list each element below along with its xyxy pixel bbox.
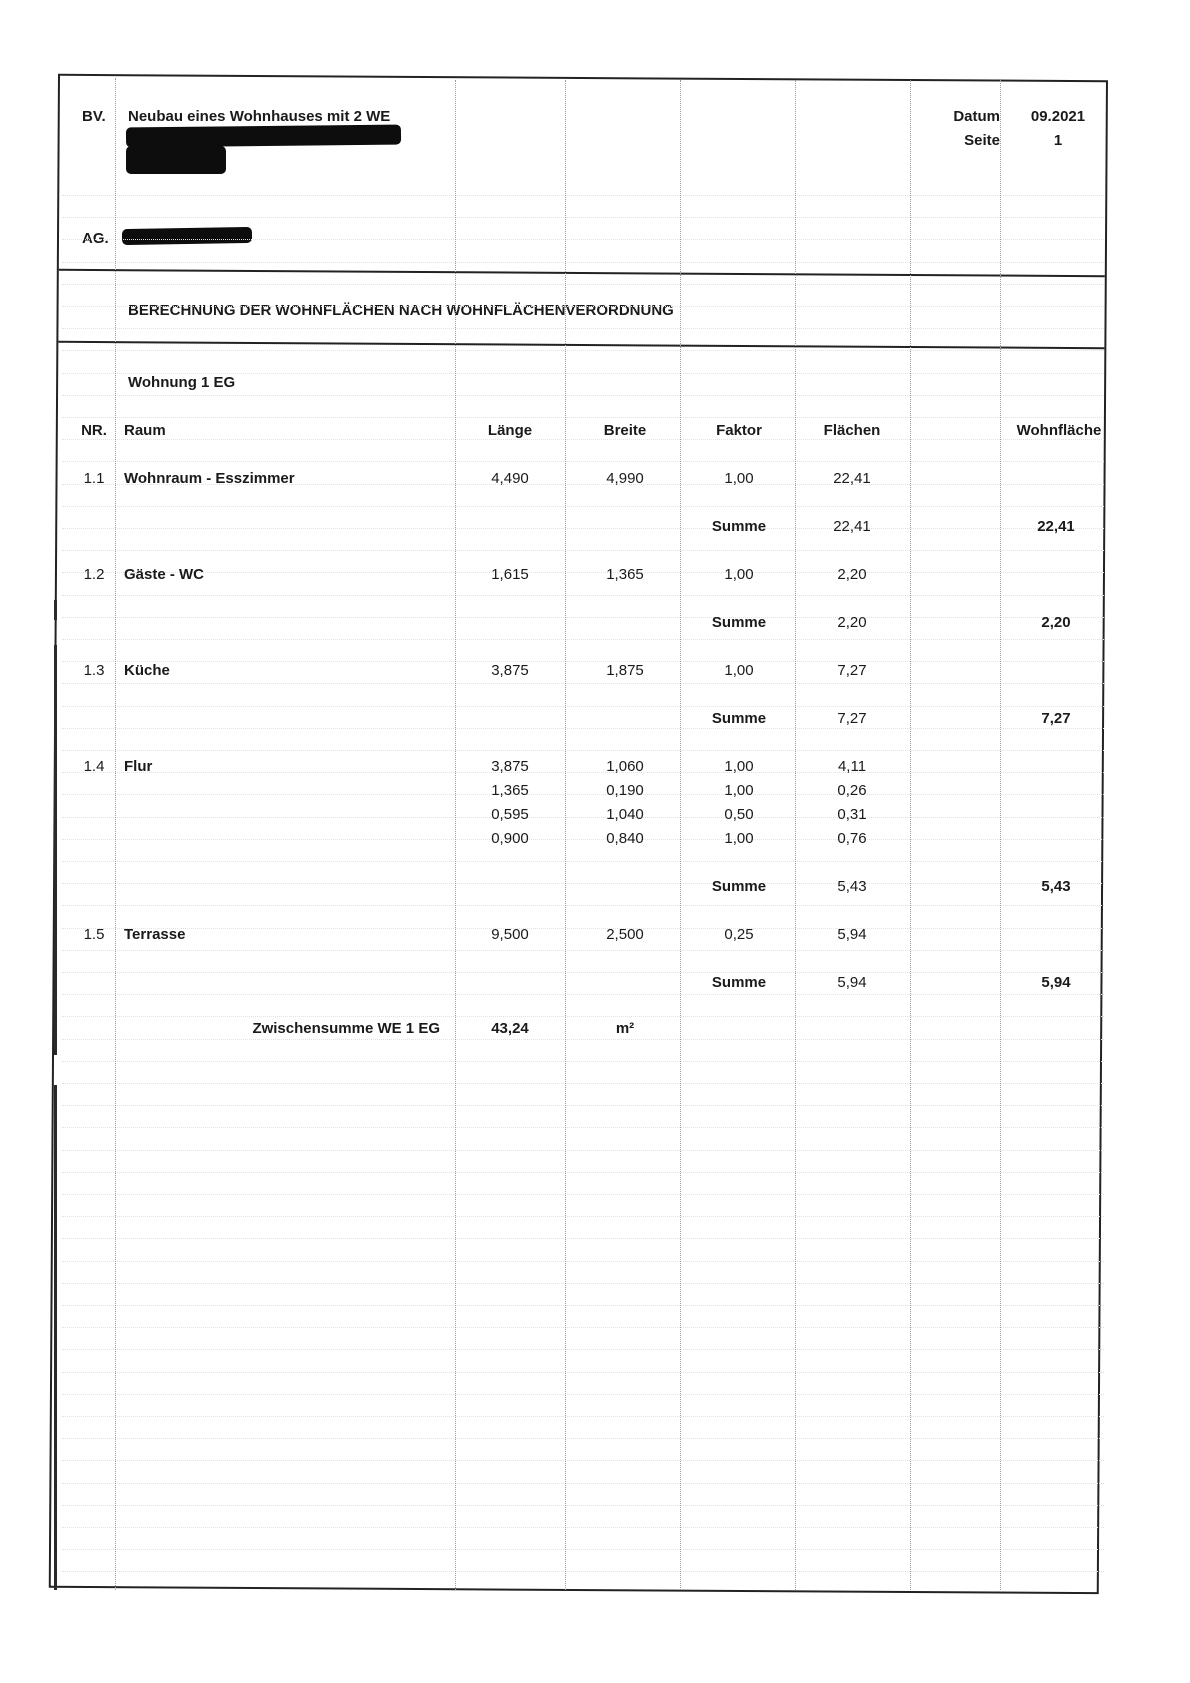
column-header-faktor: Faktor: [716, 422, 762, 439]
row-guide: [62, 1194, 1104, 1195]
column-guide: [680, 80, 681, 1590]
row-guide: [62, 506, 1104, 507]
page-title: BERECHNUNG DER WOHNFLÄCHEN NACH WOHNFLÄCHENVERORDNUNG: [128, 302, 674, 319]
summe-label: Summe: [711, 518, 767, 535]
room-name: Flur: [124, 758, 153, 775]
row-guide: [62, 728, 1104, 729]
summe-label: Summe: [711, 974, 767, 991]
summe-label: Summe: [711, 710, 767, 727]
room-number: 1.1: [83, 470, 105, 487]
room-number: 1.5: [83, 926, 105, 943]
row-guide: [62, 328, 1104, 329]
faktor-cell: 1,00: [724, 470, 754, 487]
subtotal-value: 43,24: [491, 1020, 529, 1037]
summe-label: Summe: [711, 614, 767, 631]
laenge-cell: 1,615: [491, 566, 529, 583]
row-guide: [62, 417, 1104, 418]
column-header-laenge: Länge: [487, 422, 533, 439]
room-number: 1.4: [83, 758, 105, 775]
flaeche-cell: 22,41: [833, 470, 871, 487]
row-guide: [62, 1571, 1104, 1572]
row-guide: [62, 1483, 1104, 1484]
row-guide: [62, 1505, 1104, 1506]
row-guide: [62, 1372, 1104, 1373]
row-guide: [62, 994, 1104, 995]
row-guide: [62, 306, 1104, 307]
subtotal-label: Zwischensumme WE 1 EG: [252, 1020, 440, 1037]
wohnflaeche-value: 22,41: [1037, 518, 1075, 535]
row-guide: [62, 1527, 1104, 1528]
title-divider: [58, 341, 1104, 349]
row-guide: [62, 1127, 1104, 1128]
laenge-cell: 3,875: [491, 758, 529, 775]
row-guide: [62, 350, 1104, 351]
row-guide: [62, 1238, 1104, 1239]
row-guide: [62, 1061, 1104, 1062]
faktor-cell: 1,00: [724, 782, 754, 799]
column-header-nr: NR.: [81, 422, 107, 439]
row-guide: [62, 972, 1104, 973]
row-guide: [62, 239, 1104, 240]
row-guide: [62, 861, 1104, 862]
row-guide: [62, 1283, 1104, 1284]
summe-value: 22,41: [833, 518, 871, 535]
flaeche-cell: 5,94: [837, 926, 867, 943]
row-guide: [62, 1460, 1104, 1461]
summe-value: 5,43: [837, 878, 867, 895]
scan-mark: [54, 1085, 57, 1590]
row-guide: [62, 1216, 1104, 1217]
header-divider: [59, 269, 1105, 277]
breite-cell: 0,840: [606, 830, 644, 847]
row-guide: [62, 284, 1104, 285]
redaction-bar: [126, 146, 226, 174]
laenge-cell: 4,490: [491, 470, 529, 487]
project-title: Neubau eines Wohnhauses mit 2 WE: [128, 108, 391, 125]
row-guide: [62, 950, 1104, 951]
row-guide: [62, 395, 1104, 396]
row-guide: [62, 1172, 1104, 1173]
datum-value: 09.2021: [1030, 108, 1086, 125]
row-guide: [62, 617, 1104, 618]
faktor-cell: 0,50: [724, 806, 754, 823]
room-name: Terrasse: [124, 926, 186, 943]
row-guide: [62, 217, 1104, 218]
breite-cell: 1,365: [606, 566, 644, 583]
bv-label: BV.: [82, 108, 106, 125]
row-guide: [62, 639, 1104, 640]
laenge-cell: 0,595: [491, 806, 529, 823]
column-guide: [115, 78, 116, 1590]
row-guide: [62, 1150, 1104, 1151]
column-guide: [910, 80, 911, 1590]
column-guide: [1000, 80, 1001, 1590]
summe-value: 5,94: [837, 974, 867, 991]
row-guide: [62, 195, 1104, 196]
summe-label: Summe: [711, 878, 767, 895]
row-guide: [62, 750, 1104, 751]
room-name: Wohnraum - Esszimmer: [124, 470, 295, 487]
laenge-cell: 3,875: [491, 662, 529, 679]
breite-cell: 2,500: [606, 926, 644, 943]
row-guide: [62, 528, 1104, 529]
summe-value: 2,20: [837, 614, 867, 631]
column-header-breite: Breite: [603, 422, 647, 439]
flaeche-cell: 0,31: [837, 806, 867, 823]
row-guide: [62, 595, 1104, 596]
wohnflaeche-value: 2,20: [1041, 614, 1071, 631]
redaction-bar: [122, 227, 252, 245]
row-guide: [62, 1105, 1104, 1106]
row-guide: [62, 1349, 1104, 1350]
room-number: 1.2: [83, 566, 105, 583]
breite-cell: 0,190: [606, 782, 644, 799]
scan-mark: [54, 645, 57, 1055]
datum-label: Datum: [953, 108, 1000, 125]
column-header-flaechen: Flächen: [823, 422, 881, 439]
row-guide: [62, 461, 1104, 462]
laenge-cell: 1,365: [491, 782, 529, 799]
flaeche-cell: 0,76: [837, 830, 867, 847]
row-guide: [62, 1438, 1104, 1439]
seite-value: 1: [1053, 132, 1063, 149]
row-guide: [62, 1039, 1104, 1040]
row-guide: [62, 1394, 1104, 1395]
row-guide: [62, 1549, 1104, 1550]
room-name: Küche: [124, 662, 170, 679]
breite-cell: 1,875: [606, 662, 644, 679]
row-guide: [62, 1261, 1104, 1262]
faktor-cell: 1,00: [724, 566, 754, 583]
wohnflaeche-value: 7,27: [1041, 710, 1071, 727]
laenge-cell: 9,500: [491, 926, 529, 943]
row-guide: [62, 905, 1104, 906]
room-number: 1.3: [83, 662, 105, 679]
breite-cell: 1,040: [606, 806, 644, 823]
row-guide: [62, 1016, 1104, 1017]
breite-cell: 4,990: [606, 470, 644, 487]
flaeche-cell: 2,20: [837, 566, 867, 583]
seite-label: Seite: [964, 132, 1000, 149]
column-header-wohnflaeche: Wohnfläche: [1016, 422, 1102, 439]
row-guide: [62, 683, 1104, 684]
wohnflaeche-value: 5,94: [1041, 974, 1071, 991]
laenge-cell: 0,900: [491, 830, 529, 847]
subtotal-unit: m²: [615, 1020, 635, 1037]
summe-value: 7,27: [837, 710, 867, 727]
row-guide: [62, 1083, 1104, 1084]
faktor-cell: 1,00: [724, 662, 754, 679]
row-guide: [62, 1416, 1104, 1417]
flaeche-cell: 0,26: [837, 782, 867, 799]
column-header-raum: Raum: [124, 422, 166, 439]
row-guide: [62, 706, 1104, 707]
row-guide: [62, 550, 1104, 551]
row-guide: [62, 1305, 1104, 1306]
faktor-cell: 0,25: [724, 926, 754, 943]
unit-title: Wohnung 1 EG: [128, 374, 236, 391]
faktor-cell: 1,00: [724, 758, 754, 775]
scan-mark: [54, 600, 57, 620]
ag-label: AG.: [82, 230, 109, 247]
flaeche-cell: 7,27: [837, 662, 867, 679]
row-guide: [62, 262, 1104, 263]
wohnflaeche-value: 5,43: [1041, 878, 1071, 895]
column-guide: [795, 80, 796, 1590]
flaeche-cell: 4,11: [837, 758, 867, 775]
faktor-cell: 1,00: [724, 830, 754, 847]
column-guide: [565, 80, 566, 1590]
redaction-bar: [126, 125, 401, 148]
breite-cell: 1,060: [606, 758, 644, 775]
room-name: Gäste - WC: [124, 566, 205, 583]
row-guide: [62, 1327, 1104, 1328]
row-guide: [62, 883, 1104, 884]
